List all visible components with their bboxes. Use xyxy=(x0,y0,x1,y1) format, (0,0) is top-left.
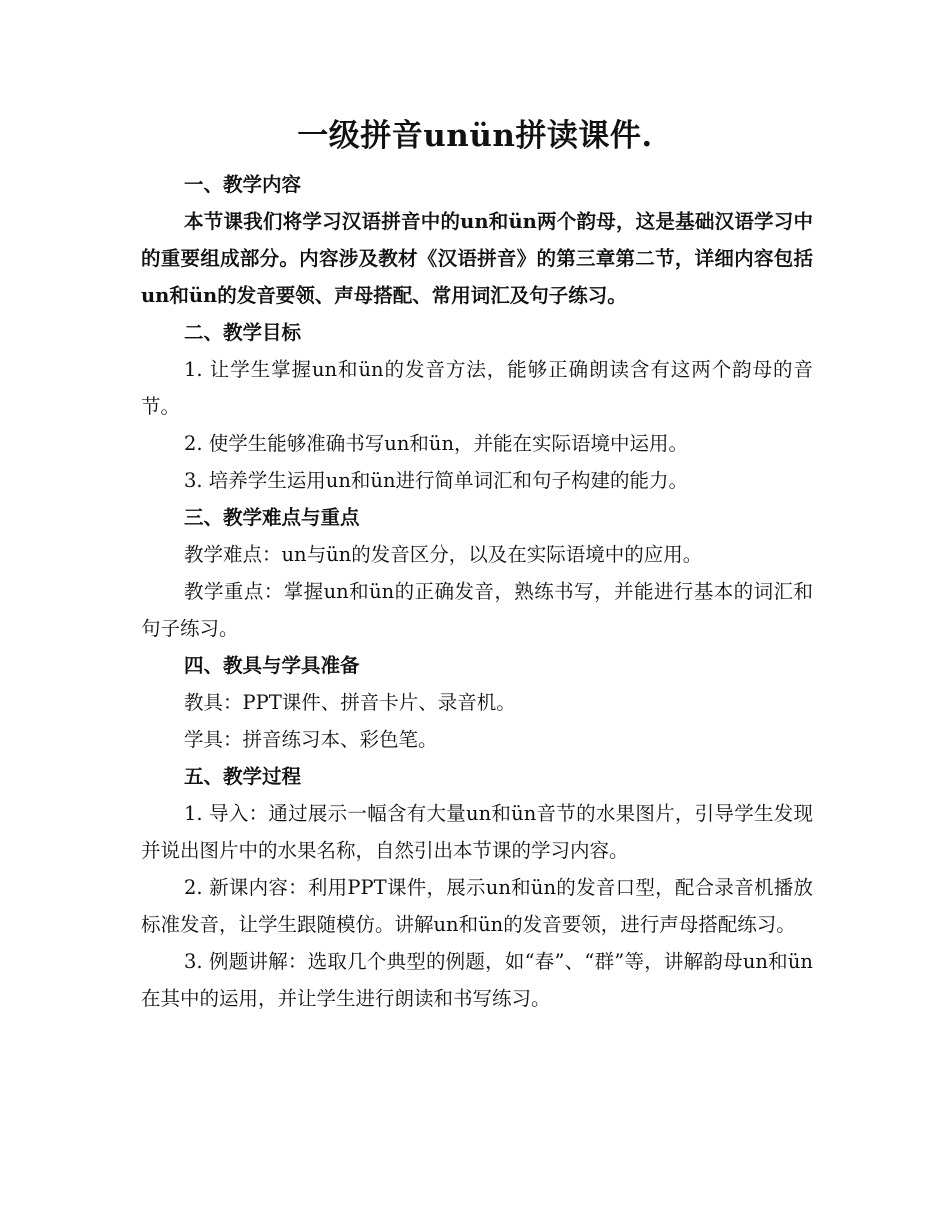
section-heading-materials: 四、教具与学具准备 xyxy=(184,654,360,677)
difficulty-paragraph: 教学难点：un与ün的发音区分，以及在实际语境中的应用。 xyxy=(184,543,703,566)
document-title: 一级拼音unün拼读课件. xyxy=(297,118,653,154)
section-heading-process: 五、教学过程 xyxy=(184,765,302,788)
section-heading-content: 一、教学内容 xyxy=(184,173,302,196)
teacher-materials: 教具：PPT课件、拼音卡片、录音机。 xyxy=(184,691,516,714)
objective-item-2: 2. 使学生能够准确书写un和ün，并能在实际语境中运用。 xyxy=(184,432,689,455)
content-paragraph: 本节课我们将学习汉语拼音中的un和ün两个韵母，这是基础汉语学习中的重要组成部分。内容涉及教材《汉语拼音》的第三章第二节，详细内容包括un和ün的发音要领、声母搭配、常用词汇及句子练习。 xyxy=(141,210,813,307)
objective-item-1: 1. 让学生掌握un和ün的发音方法，能够正确朗读含有这两个韵母的音节。 xyxy=(141,358,813,418)
section-heading-objectives: 二、教学目标 xyxy=(184,321,302,344)
document-body xyxy=(141,166,813,1017)
process-step-3: 3. 例题讲解：选取几个典型的例题，如“春”、“群”等，讲解韵母un和ün在其中的运用，并让学生进行朗读和书写练习。 xyxy=(141,950,813,1010)
key-point-paragraph: 教学重点：掌握un和ün的正确发音，熟练书写，并能进行基本的词汇和句子练习。 xyxy=(141,580,813,640)
process-step-1: 1. 导入：通过展示一幅含有大量un和ün音节的水果图片，引导学生发现并说出图片中的水果名称，自然引出本节课的学习内容。 xyxy=(141,802,813,862)
process-step-2: 2. 新课内容：利用PPT课件，展示un和ün的发音口型，配合录音机播放标准发音，让学生跟随模仿。讲解un和ün的发音要领，进行声母搭配练习。 xyxy=(141,876,813,936)
objective-item-3: 3. 培养学生运用un和ün进行简单词汇和句子构建的能力。 xyxy=(184,469,689,492)
student-materials: 学具：拼音练习本、彩色笔。 xyxy=(184,728,438,751)
section-heading-difficulties: 三、教学难点与重点 xyxy=(184,506,360,529)
